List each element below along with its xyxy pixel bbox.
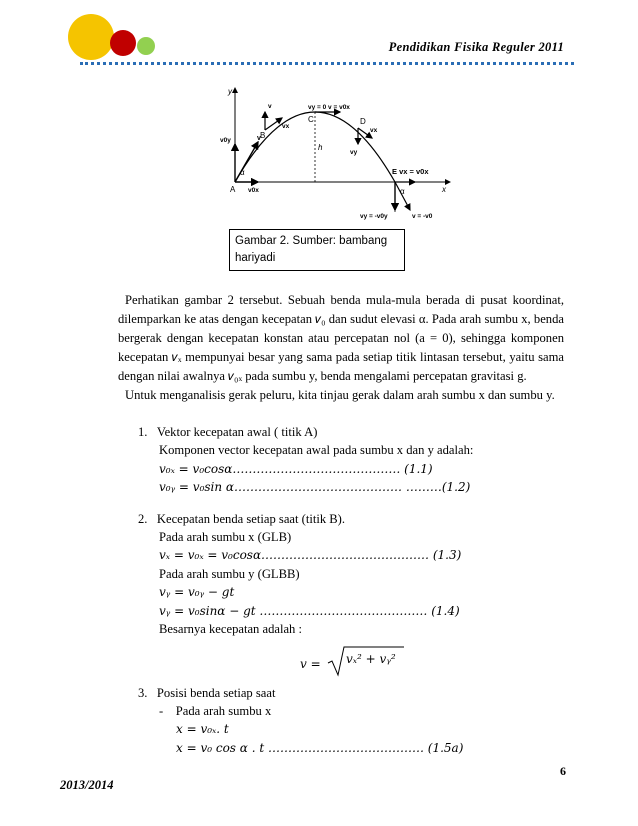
logo-circle-red [110, 30, 136, 56]
svg-text:vx: vx [370, 127, 378, 134]
svg-text:v = -v0: v = -v0 [412, 213, 433, 220]
svg-text:h: h [318, 143, 323, 152]
svg-text:v: v [268, 103, 272, 110]
svg-text:v0y: v0y [220, 137, 231, 144]
svg-text:α: α [240, 168, 245, 177]
equation-1-1: 𝑣₀ₓ = 𝑣₀𝑐𝑜𝑠𝛼…………………………………… (1.1) [159, 462, 433, 476]
point-a-label: A [230, 185, 236, 194]
paragraph-2: Untuk menganalisis gerak peluru, kita tinjau gerak dalam arah sumbu x dan sumbu y. [125, 388, 555, 402]
header-divider [80, 62, 574, 65]
section-1-subtitle: Komponen vector kecepatan awal pada sumbu x dan y adalah: [159, 443, 474, 457]
svg-text:vy = -v0y: vy = -v0y [360, 213, 388, 220]
equation-magnitude-radicand: 𝑣ₓ² + 𝑣ᵧ² [346, 652, 396, 666]
point-d-label: D [360, 117, 366, 126]
section-2-x-label: Pada arah sumbu x (GLB) [159, 530, 292, 544]
svg-text:vy = 0 v = v0x: vy = 0 v = v0x [308, 104, 350, 111]
trajectory-diagram [210, 82, 460, 222]
logo-circle-yellow [68, 14, 114, 60]
svg-text:v0x: v0x [248, 187, 259, 194]
equation-x: 𝑥 = 𝑣₀ₓ. 𝑡 [176, 722, 229, 736]
svg-text:vy: vy [350, 149, 358, 156]
trajectory-figure [210, 82, 460, 222]
x-axis-label: x [442, 185, 446, 194]
svg-text:α: α [400, 187, 405, 196]
section-2-y-label: Pada arah sumbu y (GLBB) [159, 567, 300, 581]
y-axis-label: y [228, 87, 232, 96]
section-3-x-label: - Pada arah sumbu x [159, 704, 272, 718]
figure-caption: Gambar 2. Sumber: bambang hariyadi [229, 229, 405, 271]
equation-magnitude-lhs: 𝑣 = [300, 657, 321, 671]
page-number: 6 [560, 764, 566, 778]
equation-vy: 𝑣ᵧ = 𝑣₀ᵧ − 𝑔𝑡 [159, 585, 235, 599]
section-2-title: 2. Kecepatan benda setiap saat (titik B). [138, 512, 346, 526]
trajectory-path [235, 112, 395, 182]
svg-text:vx: vx [282, 123, 290, 130]
section-2-magnitude-label: Besarnya kecepatan adalah : [159, 622, 303, 636]
point-e-label: E vx = v0x [392, 167, 429, 176]
point-b-label: B [260, 131, 266, 140]
logo-circle-green [137, 37, 155, 55]
equation-1-5a: 𝑥 = 𝑣₀ cos 𝛼 . 𝑡 ………………………………… (1.5a) [176, 741, 464, 755]
header-title: Pendidikan Fisika Reguler 2011 [388, 40, 564, 54]
section-3-title: 3. Posisi benda setiap saat [138, 686, 276, 700]
point-c-label: C [308, 115, 314, 124]
footer-year: 2013/2014 [60, 778, 114, 792]
equation-1-3: 𝑣ₓ = 𝑣₀ₓ = 𝑣₀𝑐𝑜𝑠𝛼…………………………………… (1.3) [159, 548, 462, 562]
equation-1-4: 𝑣ᵧ = 𝑣₀𝑠𝑖𝑛𝛼 − 𝑔𝑡 …………………………………… (1.4) [159, 604, 460, 618]
paragraph-1: Perhatikan gambar 2 tersebut. Sebuah benda mula-mula berada di pusat koordinat, dilemparkan ke atas dengan kecepatan 𝑣₀ dan sudut elevasi α. Pada arah sumbu x, benda bergerak dengan kecepatan konstan atau percepatan nol (a = 0), sehingga komponen kecepatan 𝑣ₓ mempunyai besar yang sama pada setiap titik lintasan tersebut, yaitu sama dengan nilai awalnya 𝑣₀ₓ pada sumbu y, benda mengalami percepatan gravitasi g. [118, 293, 564, 383]
section-1-title: 1. Vektor kecepatan awal ( titik A) [138, 425, 318, 439]
svg-text:v: v [257, 135, 261, 142]
equation-1-2: 𝑣₀ᵧ = 𝑣₀𝑠𝑖𝑛 𝛼…………………………………… ………(1.2) [159, 480, 471, 494]
